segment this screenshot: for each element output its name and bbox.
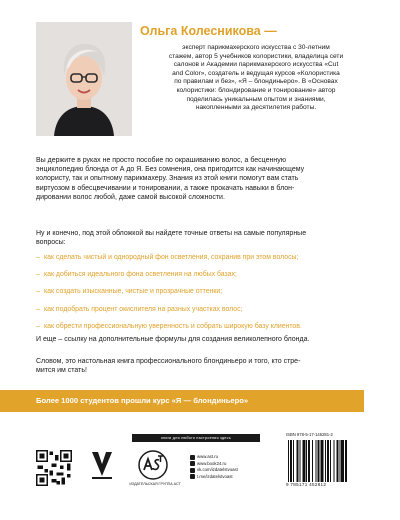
- publisher-footer: [0, 420, 400, 520]
- publisher-links: [190, 454, 280, 480]
- bio-line: стажем, автор 5 учебников колористики, владелица сети: [168, 52, 344, 60]
- bullet-marker: –: [36, 254, 40, 261]
- bio-line: салонов и Академии парикмахерского искусства «Cut: [173, 61, 339, 69]
- bio-line: эксперт парикмахерского искусства с 30-летним: [182, 44, 330, 51]
- question-text: как добиться идеального фона осветления на любых базах;: [44, 271, 237, 279]
- barcode-icon: [286, 440, 366, 482]
- intro-line: Вы держите в руках не просто пособие по окрашиванию волос, а бесценную: [36, 157, 286, 164]
- intro-paragraph: [36, 156, 366, 202]
- barcode-digits: 9 785171 452812: [286, 482, 327, 487]
- link-text[interactable]: www.ast.ru: [197, 454, 219, 459]
- author-bio: [150, 44, 362, 113]
- vk-icon: [190, 468, 195, 473]
- telegram-icon: [190, 474, 195, 479]
- author-photo: [36, 22, 132, 136]
- question-item: [36, 270, 376, 287]
- bullet-marker: –: [36, 288, 40, 296]
- closing-line: Словом, это настольная книга профессионального блондиньеро и того, кто стре-: [36, 358, 301, 365]
- link-text[interactable]: vk.com/izdatelstvoast: [197, 467, 238, 472]
- intro-line: энциклопедию блонда от А до Я. Без сомнения, она пригодится как начинающему: [36, 166, 305, 174]
- intro-line: дировании волос любой, даже самой высокой сложности.: [36, 193, 225, 201]
- closing-paragraph: [36, 357, 366, 375]
- publisher-v-logo-icon: [90, 450, 114, 480]
- questions-line: Ну и конечно, под этой обложкой вы найдете точные ответы на самые популярные: [36, 230, 307, 237]
- students-banner: Более 1000 студентов прошли курс «Я — блондиньеро»: [0, 390, 364, 412]
- ast-logo-icon: [138, 450, 168, 480]
- questions-intro: [36, 229, 366, 247]
- bio-line: and Color», создатель и ведущая курсов «Колористика: [172, 69, 340, 77]
- question-text: как сделать чистый и однородный фон осветления, сохранив при этом волосы;: [44, 254, 299, 261]
- question-text: как обрести профессиональную уверенность и собрать широкую базу клиентов.: [44, 322, 302, 330]
- qr-code-icon: [36, 450, 72, 486]
- question-item: [36, 287, 376, 304]
- question-list: [36, 253, 376, 339]
- web-icon: [190, 461, 195, 466]
- bio-line: по правилам и без», «Я – блондиньеро». В «Основах: [174, 78, 338, 86]
- question-item: [36, 305, 376, 322]
- bio-line: накопленными за десятилетия работы.: [195, 104, 317, 112]
- bullet-marker: –: [36, 271, 40, 279]
- web-icon: [190, 455, 195, 460]
- ast-caption: ИЗДАТЕЛЬСКАЯ ГРУППА АСТ: [129, 482, 181, 486]
- closing-line: мится им стать!: [36, 367, 87, 375]
- publisher-tagline: книги для любого настроения здесь: [132, 434, 260, 442]
- question-text: как подобрать процент окислителя на разных участках волос;: [44, 305, 243, 313]
- bullet-marker: –: [36, 322, 40, 330]
- intro-line: виртуозом в обесцвечивании и тонировании, а также прокачать навыки в блон-: [36, 184, 295, 192]
- question-text: как создать изысканные, чистые и прозрачные оттенки;: [44, 288, 223, 296]
- question-item: [36, 253, 376, 270]
- questions-line: вопросы:: [36, 239, 66, 247]
- intro-line: колористу, так и опытному парикмахеру. Знания из этой книги помогут вам стать: [36, 175, 299, 183]
- isbn-text: ISBN 978-5-17-145281-2: [286, 432, 333, 437]
- link-row: [190, 474, 280, 481]
- bio-line: колористики: блондирование и тонирование» автор: [176, 86, 336, 94]
- link-text[interactable]: t.me/izdatelstvoast: [197, 473, 233, 479]
- author-name: Ольга Колесникова —: [140, 24, 277, 38]
- formulas-line: И еще – ссылку на дополнительные формулы для создания великолепного блонда.: [36, 336, 310, 343]
- bio-line: поделилась уникальным опытом и знаниями,: [186, 95, 326, 103]
- link-text[interactable]: www.book24.ru: [197, 460, 227, 466]
- bullet-marker: –: [36, 305, 40, 313]
